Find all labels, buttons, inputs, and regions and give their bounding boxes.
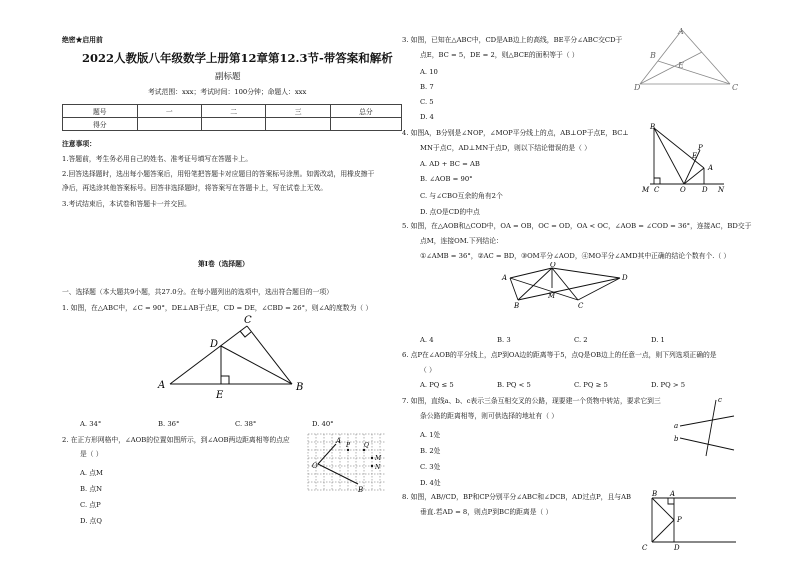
volume-heading: 第I卷（选择题） (198, 260, 249, 268)
score-table-header-row (63, 105, 402, 118)
page-subtitle: 副标题 (215, 72, 241, 82)
note-line: 净后，再选涂其他答案标号。回答非选择题时，将答案写在答题卡上，写在试卷上无效。 (62, 184, 328, 192)
fig8-label-p: P (677, 516, 682, 524)
q8-text-cont: 垂直.若AD = 8，则点P到BC的距离是（ ） (420, 508, 553, 516)
fig8-label-b: B (652, 490, 658, 498)
notes-heading: 注意事项： (62, 140, 96, 148)
q1-text: 1. 如图，在△ABC中，∠C = 90°，DE⊥AB于点E，CD = DE，∠CBD = 26°，则∠A的度数为（ ） (62, 304, 373, 312)
fig8-label-a: A (670, 490, 676, 498)
fig8-diagram (640, 488, 740, 552)
q7-option-d[interactable]: D. 4处 (420, 479, 441, 487)
score-cell: 二 (201, 105, 265, 118)
q7-option-c[interactable]: C. 3处 (420, 463, 441, 471)
q6-option-c[interactable]: C. PQ ≥ 5 (574, 381, 608, 389)
q4-text-cont: MN于点C，AD⊥MN于点D，则以下结论错误的是（ ） (420, 144, 591, 152)
q5-text-conclusions: ①∠AMB = 36°，②AC = BD，③OM平分∠AOD，④MO平分∠AMD其中正确的结论个数有个.（ ） (420, 252, 731, 260)
fig4-label-d: D (702, 186, 708, 194)
fig8-label-d: D (674, 544, 680, 552)
q7-option-b[interactable]: B. 2处 (420, 447, 441, 455)
q1-option-a[interactable]: A. 34° (80, 420, 102, 428)
q4-text: 4. 如图A，B分别是∠NOP，∠MOP平分线上的点，AB⊥OP于点E，BC⊥ (402, 129, 629, 137)
fig2-grid (306, 432, 388, 496)
fig4-label-o: O (680, 186, 686, 194)
q4-option-b[interactable]: B. ∠AOB = 90° (420, 175, 473, 183)
q6-option-a[interactable]: A. PQ ≤ 5 (420, 381, 454, 389)
q2-text-cont: 是（ ） (80, 450, 103, 458)
note-line: 3.考试结束后，本试卷和答题卡一并交回。 (62, 200, 191, 208)
fig4-label-n: N (718, 186, 725, 194)
fig3-label-d: D (634, 83, 641, 92)
q3-text-cont: 点E，BC = 5，DE = 2，则△BCE的面积等于（ ） (420, 51, 579, 59)
fig4-label-a: A (708, 164, 714, 172)
fig5-diagram (500, 262, 640, 310)
q5-text-cont: 点M，连接OM.下列结论： (420, 237, 503, 245)
fig2-label-p: P (346, 442, 351, 449)
q5-text: 5. 如图，在△AOB和△COD中，OA = OB，OC = OD，OA < OC，∠AOB = ∠COD = 36°，连接AC，BD交于 (402, 222, 752, 230)
q4-option-d[interactable]: D. 点O是CD的中点 (420, 208, 480, 216)
fig2-label-o: O (312, 462, 318, 470)
q3-option-d[interactable]: D. 4 (420, 113, 434, 121)
fig1-label-e: E (216, 390, 224, 401)
fig2-label-m: M (375, 455, 382, 462)
q1-option-d[interactable]: D. 40° (312, 420, 334, 428)
q6-text-cont: （ ） (420, 366, 436, 374)
page-title: 2022人教版八年级数学上册第12章第12.3节-带答案和解析 (82, 51, 393, 65)
score-input-cell[interactable] (266, 118, 330, 131)
fig3-triangle (630, 26, 742, 96)
fig3-label-b: B (650, 51, 656, 60)
q3-option-a[interactable]: A. 10 (420, 68, 438, 76)
q5-option-c[interactable]: C. 2 (574, 336, 588, 344)
q1-option-b[interactable]: B. 36° (158, 420, 180, 428)
fig4-label-m: M (642, 186, 650, 194)
fig7-label-a: a (674, 422, 679, 430)
fig4-diagram (640, 122, 730, 196)
q5-option-d[interactable]: D. 1 (651, 336, 665, 344)
score-input-cell[interactable] (201, 118, 265, 131)
score-table (62, 104, 402, 131)
q2-option-a[interactable]: A. 点M (80, 469, 103, 477)
fig1-triangle (150, 312, 310, 404)
part-heading: 一、选择题（本大题共9小题，共27.0分。在每小题列出的选项中，选出符合题目的一项） (62, 288, 333, 296)
q7-text: 7. 如图，直线a、b、c表示三条互相交叉的公路，现要建一个货物中转站，要求它到三 (402, 397, 661, 405)
score-cell: 三 (266, 105, 330, 118)
fig2-label-q: Q (364, 442, 369, 449)
q1-option-c[interactable]: C. 38° (235, 420, 257, 428)
score-cell: 一 (137, 105, 201, 118)
score-cell: 总分 (330, 105, 401, 118)
fig1-label-a: A (158, 380, 166, 391)
q3-text: 3. 如图，已知在△ABC中，CD是AB边上的高线，BE平分∠ABC交CD于 (402, 36, 623, 44)
note-line: 2.回答选择题时，选出每小题答案后，用铅笔把答题卡对应题目的答案标号涂黑。如需改动，用橡皮擦干 (62, 170, 375, 178)
q8-text: 8. 如图，AB//CD，BP和CP分别平分∠ABC和∠DCB，AD过点P，且与AB (402, 493, 631, 501)
q7-text-cont: 条公路的距离相等，则可供选择的地址有（ ） (420, 412, 559, 420)
q6-option-b[interactable]: B. PQ < 5 (497, 381, 531, 389)
q3-option-c[interactable]: C. 5 (420, 98, 434, 106)
q4-option-a[interactable]: A. AD + BC = AB (420, 160, 480, 168)
fig2-label-b: B (358, 486, 364, 494)
fig4-label-c: C (654, 186, 660, 194)
fig8-label-c: C (642, 544, 648, 552)
fig5-label-c: C (578, 302, 584, 310)
fig1-label-b: B (296, 382, 304, 393)
fig4-label-b: B (650, 123, 656, 131)
fig3-label-e: E (678, 61, 684, 70)
fig5-label-o: O (550, 262, 556, 269)
fig1-label-d: D (210, 339, 219, 350)
q6-text: 6. 点P在∠AOB的平分线上，点P到OA边的距离等于5，点Q是OB边上的任意一点，则下列选项正确的是 (402, 351, 717, 359)
score-input-cell[interactable] (330, 118, 401, 131)
secret-mark: 绝密★启用前 (62, 36, 103, 44)
q5-option-b[interactable]: B. 3 (497, 336, 511, 344)
fig2-label-a: A (336, 437, 342, 445)
fig5-label-d: D (622, 274, 628, 282)
fig3-label-c: C (732, 83, 739, 92)
score-cell: 题号 (63, 105, 138, 118)
q7-option-a[interactable]: A. 1处 (420, 431, 441, 439)
note-line: 1.答题前，考生务必用自己的姓名、准考证号填写在答题卡上。 (62, 155, 252, 163)
exam-info: 考试范围：xxx；考试时间：100分钟；命题人：xxx (148, 88, 307, 96)
fig4-label-e: E (692, 152, 698, 160)
fig7-label-b: b (674, 435, 679, 443)
fig3-label-a: A (678, 27, 684, 36)
fig7-lines (672, 394, 738, 458)
score-cell: 得分 (63, 118, 138, 131)
score-table-row (63, 118, 402, 131)
score-input-cell[interactable] (137, 118, 201, 131)
fig7-label-c: c (718, 396, 722, 404)
q3-option-b[interactable]: B. 7 (420, 83, 434, 91)
fig4-label-p: P (698, 144, 703, 152)
q2-option-d[interactable]: D. 点Q (80, 517, 102, 525)
q4-option-c[interactable]: C. 与∠CBO互余的角有2个 (420, 192, 503, 200)
fig5-label-a: A (502, 274, 508, 282)
q6-option-d[interactable]: D. PQ > 5 (651, 381, 686, 389)
q2-option-b[interactable]: B. 点N (80, 485, 103, 493)
fig2-label-n: N (375, 464, 381, 471)
fig1-label-c: C (244, 315, 252, 326)
fig5-label-m: M (548, 292, 556, 300)
q5-option-a[interactable]: A. 4 (420, 336, 434, 344)
q2-text: 2. 在正方形网格中，∠AOB的位置如图所示，到∠AOB两边距离相等的点应 (62, 436, 290, 444)
q2-option-c[interactable]: C. 点P (80, 501, 101, 509)
fig5-label-b: B (514, 302, 520, 310)
